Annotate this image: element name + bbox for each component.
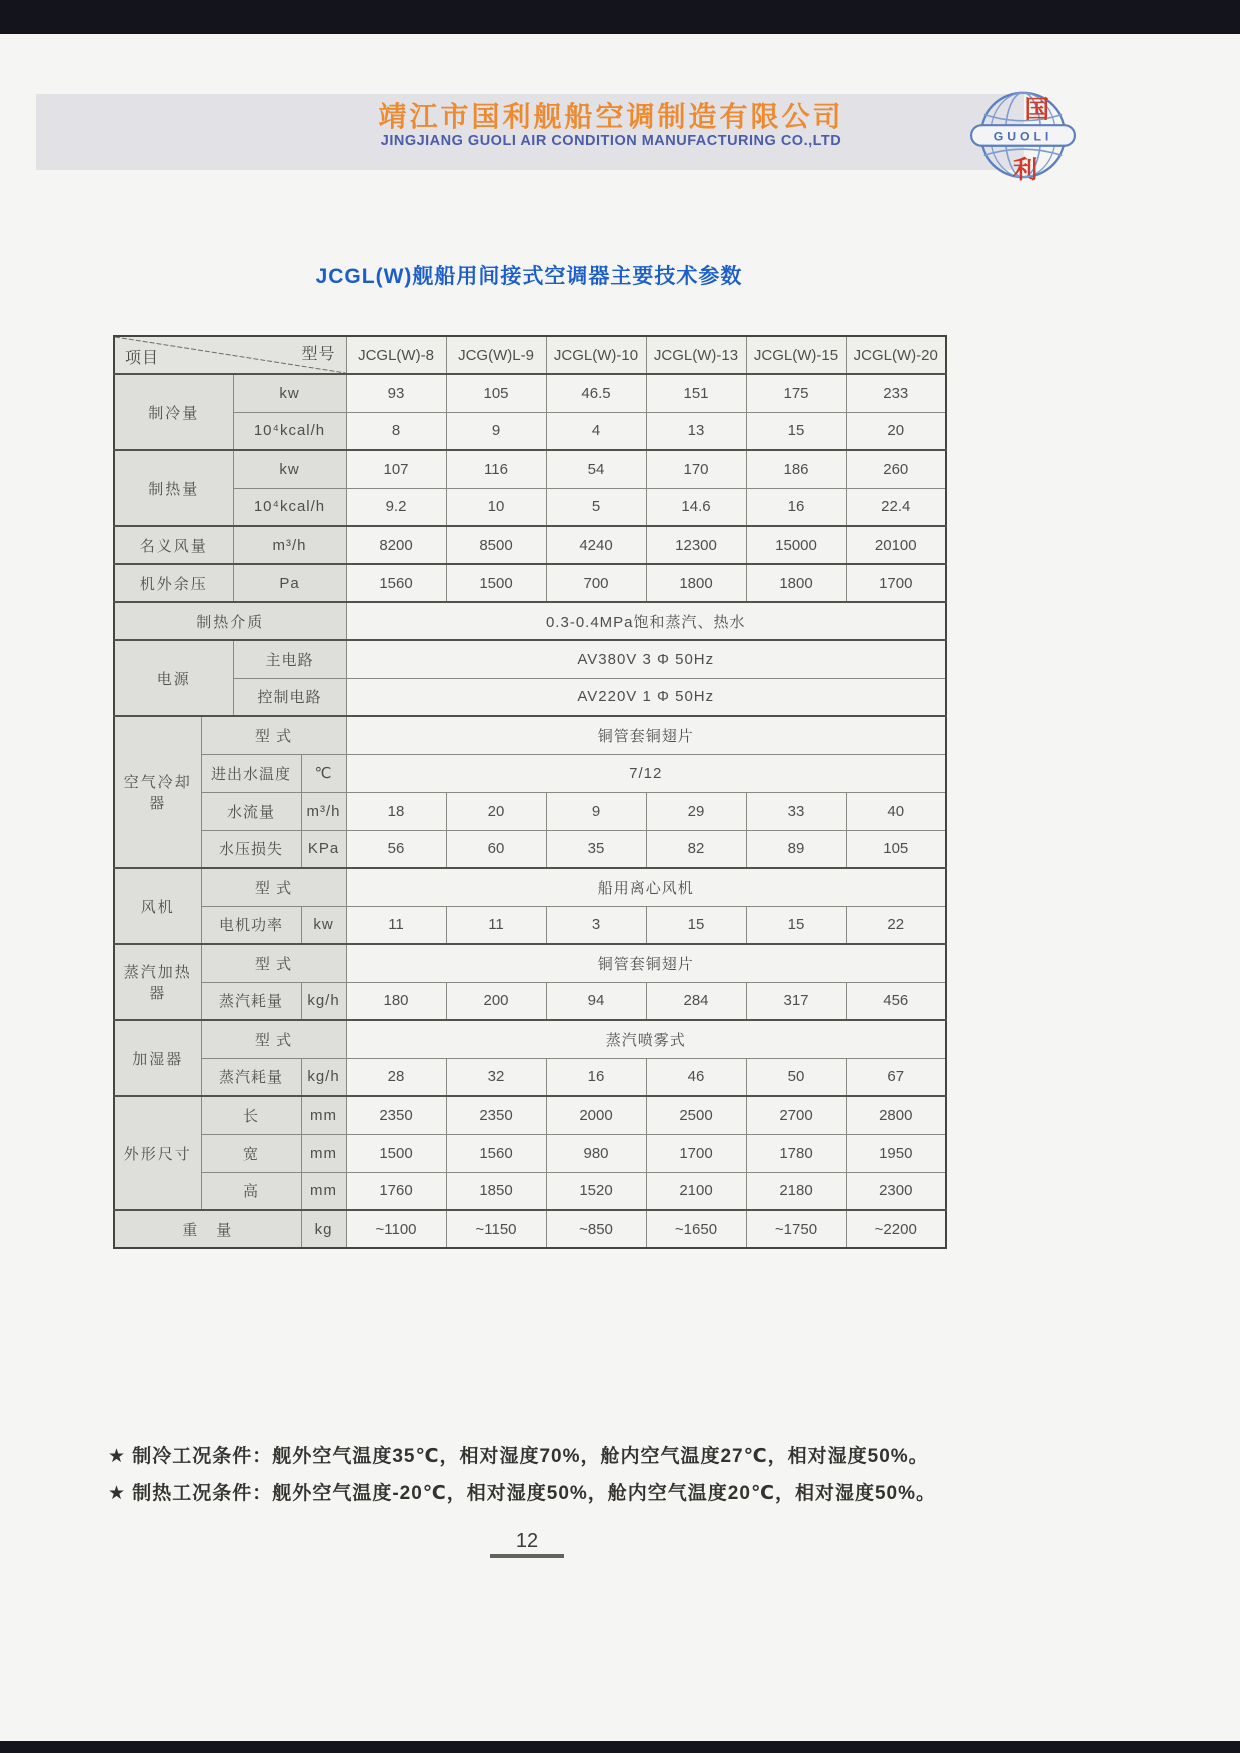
data-cell: 20 [846,412,946,450]
row-group-label-cell: 制冷量 [114,374,233,450]
corner-label-model: 型号 [301,346,336,363]
model-header-cell: JCGL(W)-13 [646,336,746,374]
data-cell: 8 [346,412,446,450]
table-row [114,602,946,640]
data-cell: 60 [446,830,546,868]
data-cell: 1800 [746,564,846,602]
table-row [114,564,946,602]
row-sub-label-cell: mm [301,1134,346,1172]
data-cell: 180 [346,982,446,1020]
row-sub-label-cell: kw [233,450,346,488]
data-cell: 2100 [646,1172,746,1210]
data-cell: 5 [546,488,646,526]
note-line: ★ 制冷工况条件：舰外空气温度35℃，相对湿度70%，舱内空气温度27℃，相对湿度50%。 [108,1446,929,1467]
data-cell: 105 [846,830,946,868]
row-group-label-cell: 空气冷却器 [114,716,201,868]
data-cell: 2180 [746,1172,846,1210]
table-row [114,450,946,488]
model-header-cell: JCGL(W)-15 [746,336,846,374]
data-cell: 54 [546,450,646,488]
data-cell: 20100 [846,526,946,564]
data-cell: 32 [446,1058,546,1096]
data-cell: 186 [746,450,846,488]
model-header-cell: JCG(W)L-9 [446,336,546,374]
data-cell: 12300 [646,526,746,564]
table-row [114,1210,946,1248]
row-sub-label-cell: Pa [233,564,346,602]
data-cell: 8200 [346,526,446,564]
data-cell: 4 [546,412,646,450]
model-header-cell: JCGL(W)-10 [546,336,646,374]
row-group-label-cell: 制热量 [114,450,233,526]
spec-table [113,335,947,1249]
data-cell: 151 [646,374,746,412]
top-decoration-bar [0,0,1240,34]
data-cell: 2350 [346,1096,446,1134]
data-cell: 700 [546,564,646,602]
bottom-decoration-bar [0,1741,1240,1753]
spanned-value-cell: 铜管套铜翅片 [346,716,946,754]
row-sub-label-cell: 进出水温度 [201,754,301,792]
data-cell: 116 [446,450,546,488]
data-cell: 980 [546,1134,646,1172]
table-row [114,982,946,1020]
data-cell: 8500 [446,526,546,564]
data-cell: ~2200 [846,1210,946,1248]
table-row [114,754,946,792]
data-cell: 82 [646,830,746,868]
spanned-value-cell: AV380V 3 Φ 50Hz [346,640,946,678]
data-cell: 1950 [846,1134,946,1172]
data-cell: 89 [746,830,846,868]
table-row [114,640,946,678]
data-cell: 1850 [446,1172,546,1210]
table-row [114,1020,946,1058]
notes-block [108,1438,1158,1512]
data-cell: 22 [846,906,946,944]
data-cell: 1500 [346,1134,446,1172]
row-group-label-cell: 加湿器 [114,1020,201,1096]
data-cell: 16 [746,488,846,526]
corner-label-item: 项目 [125,350,160,367]
spanned-value-cell: 蒸汽喷雾式 [346,1020,946,1058]
data-cell: 107 [346,450,446,488]
row-sub-label-cell: kg/h [301,1058,346,1096]
table-row [114,944,946,982]
table-row [114,412,946,450]
row-sub-label-cell: m³/h [233,526,346,564]
data-cell: 67 [846,1058,946,1096]
spanned-value-cell: 7/12 [346,754,946,792]
data-cell: 233 [846,374,946,412]
row-sub-label-cell: 型 式 [201,1020,346,1058]
data-cell: 15 [746,906,846,944]
table-row [114,1096,946,1134]
data-cell: 9.2 [346,488,446,526]
row-sub-label-cell: 水压损失 [201,830,301,868]
data-cell: ~1750 [746,1210,846,1248]
data-cell: 9 [546,792,646,830]
data-cell: 1700 [646,1134,746,1172]
data-cell: 3 [546,906,646,944]
data-cell: 1760 [346,1172,446,1210]
spanned-value-cell: 铜管套铜翅片 [346,944,946,982]
row-sub-label-cell: 蒸汽耗量 [201,1058,301,1096]
spanned-value-cell: AV220V 1 Φ 50Hz [346,678,946,716]
data-cell: 16 [546,1058,646,1096]
data-cell: 11 [346,906,446,944]
data-cell: 1500 [446,564,546,602]
spec-table-body [114,336,946,1248]
table-row [114,374,946,412]
data-cell: 14.6 [646,488,746,526]
table-row [114,526,946,564]
page-title: JCGL(W)舰船用间接式空调器主要技术参数 [315,265,743,288]
row-group-label-cell: 电源 [114,640,233,716]
row-sub-label-cell: 型 式 [201,944,346,982]
row-sub-label-cell: 型 式 [201,868,346,906]
data-cell: 2700 [746,1096,846,1134]
row-group-label-cell: 名义风量 [114,526,233,564]
data-cell: 15 [646,906,746,944]
note-line: ★ 制热工况条件：舰外空气温度-20℃，相对湿度50%，舱内空气温度20℃，相对湿度50%。 [108,1483,936,1504]
logo-top-char: 国 [1024,96,1049,124]
row-sub-label-cell: 主电路 [233,640,346,678]
row-group-label-cell: 重 量 [114,1210,301,1248]
data-cell: 11 [446,906,546,944]
data-cell: 284 [646,982,746,1020]
row-sub-label-cell: m³/h [301,792,346,830]
data-cell: 1780 [746,1134,846,1172]
row-sub-label-cell: mm [301,1172,346,1210]
logo-bottom-char: 利 [1012,157,1038,185]
spanned-value-cell: 0.3-0.4MPa饱和蒸汽、热水 [346,602,946,640]
data-cell: 9 [446,412,546,450]
row-sub-label-cell: kw [301,906,346,944]
row-sub-label-cell: 10⁴kcal/h [233,488,346,526]
row-sub-label-cell: 控制电路 [233,678,346,716]
data-cell: 2350 [446,1096,546,1134]
table-row [114,830,946,868]
row-sub-label-cell: kg [301,1210,346,1248]
row-sub-label-cell: 长 [201,1096,301,1134]
row-sub-label-cell: 宽 [201,1134,301,1172]
spanned-value-cell: 船用离心风机 [346,868,946,906]
data-cell: 2800 [846,1096,946,1134]
data-cell: 1800 [646,564,746,602]
row-sub-label-cell: mm [301,1096,346,1134]
data-cell: 170 [646,450,746,488]
data-cell: 94 [546,982,646,1020]
globe-logo-icon [974,84,1072,185]
row-sub-label-cell: 蒸汽耗量 [201,982,301,1020]
data-cell: 10 [446,488,546,526]
data-cell: 317 [746,982,846,1020]
data-cell: ~1100 [346,1210,446,1248]
table-row [114,1058,946,1096]
data-cell: 2300 [846,1172,946,1210]
data-cell: 15 [746,412,846,450]
row-sub-label-cell: 高 [201,1172,301,1210]
company-name-cn: 靖江市国利舰船空调制造有限公司 [378,101,844,132]
row-sub-label-cell: KPa [301,830,346,868]
data-cell: 20 [446,792,546,830]
table-row [114,906,946,944]
data-cell: 56 [346,830,446,868]
data-cell: 2500 [646,1096,746,1134]
data-cell: 1700 [846,564,946,602]
data-cell: 200 [446,982,546,1020]
data-cell: 15000 [746,526,846,564]
table-row [114,792,946,830]
company-name-en: JINGJIANG GUOLI AIR CONDITION MANUFACTURING CO.,LTD [380,133,842,149]
data-cell: 18 [346,792,446,830]
data-cell: 1560 [346,564,446,602]
data-cell: 50 [746,1058,846,1096]
data-cell: ~1150 [446,1210,546,1248]
data-cell: 28 [346,1058,446,1096]
data-cell: 33 [746,792,846,830]
data-cell: 2000 [546,1096,646,1134]
row-sub-label-cell: ℃ [301,754,346,792]
table-row [114,678,946,716]
row-sub-label-cell: 水流量 [201,792,301,830]
logo-band-text: GUOLI [993,129,1053,144]
table-row [114,868,946,906]
row-sub-label-cell: 10⁴kcal/h [233,412,346,450]
company-logo [974,84,1072,185]
data-cell: 456 [846,982,946,1020]
data-cell: 1560 [446,1134,546,1172]
table-row [114,1134,946,1172]
data-cell: 13 [646,412,746,450]
data-cell: 1520 [546,1172,646,1210]
data-cell: 46 [646,1058,746,1096]
table-row [114,716,946,754]
model-header-cell: JCGL(W)-20 [846,336,946,374]
row-group-label-cell: 机外余压 [114,564,233,602]
table-row [114,1172,946,1210]
row-sub-label-cell: kw [233,374,346,412]
row-group-label-cell: 蒸汽加热器 [114,944,201,1020]
table-header-row [114,336,946,374]
data-cell: 22.4 [846,488,946,526]
data-cell: 40 [846,792,946,830]
row-sub-label-cell: kg/h [301,982,346,1020]
row-group-label-cell: 外形尺寸 [114,1096,201,1210]
table-row [114,488,946,526]
data-cell: 105 [446,374,546,412]
data-cell: 46.5 [546,374,646,412]
corner-cell [114,336,346,374]
row-group-label-cell: 制热介质 [114,602,346,640]
row-sub-label-cell: 电机功率 [201,906,301,944]
data-cell: 260 [846,450,946,488]
data-cell: 93 [346,374,446,412]
model-header-cell: JCGL(W)-8 [346,336,446,374]
data-cell: 35 [546,830,646,868]
data-cell: 29 [646,792,746,830]
data-cell: 4240 [546,526,646,564]
page-number: 12 [490,1530,564,1558]
row-group-label-cell: 风机 [114,868,201,944]
data-cell: 175 [746,374,846,412]
data-cell: ~850 [546,1210,646,1248]
row-sub-label-cell: 型 式 [201,716,346,754]
data-cell: ~1650 [646,1210,746,1248]
